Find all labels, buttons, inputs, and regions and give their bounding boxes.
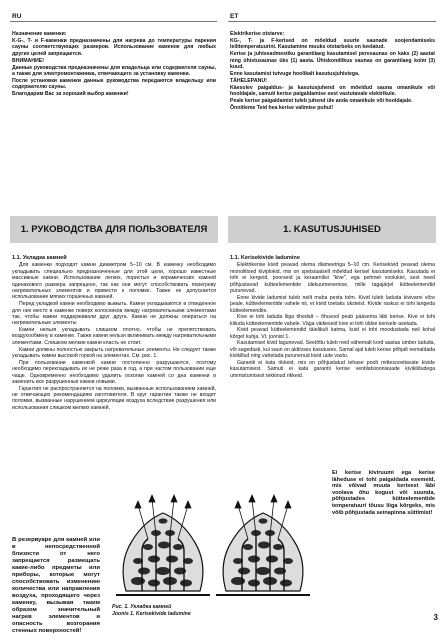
heater-stones-left: [116, 495, 210, 595]
paragraph: Peale kerise paigaldamist tuleb juhend üle anda omanikule või hooldajale.: [230, 98, 413, 105]
paragraph: KG-, T- ja F-kerised on mõeldud suurte saunade soojendamiseks leilitemperatuurini. Kasutamine muuks otstarbeks on keelatud.: [230, 37, 435, 51]
figure-caption-ru: Рис. 1. Укладка камней: [112, 604, 172, 610]
paragraph: Enne kivide ladumist tuleb neilt maha pesta tolm. Kivid tuleb laduda kivivarni võre peale, kütteelementide vahele nii, et kivid toetaks üksteist. Kivide raskus ei tohi langeda kütteelemendile.: [230, 294, 435, 314]
et-section-title: 1. KASUTUSJUHISED: [228, 216, 436, 243]
paragraph: Для каменки подходят камни диаметром 5–10 см. В каменку необходимо укладывать специально предназначенные для этой цели, хорошо известные массивные камни. Использование легких, пористых и керамических камней одинакового размера запрещено, так как они могут способствовать перегреву нагревательных элементов и привести к поломке. Также не допускается использование мягких горшечных камней.: [12, 262, 216, 301]
paragraph: Перед укладкой камни необходимо вымыть. Камни укладываются в отведенное для них место в каменке поверх колосников между нагревательными элементами так, чтобы камни поддерживали друг друга. Камни не должны опираться на нагревательные элементы: [12, 301, 216, 327]
paragraph: Käesolev paigaldus- ja kasutusjuhend on mõeldud sauna omanikule või hooldajale, samuti kerise paigaldamise eest vastutavale elektrikule.: [230, 84, 435, 98]
paragraph: Elektrikerise kivid peavad olema diameetriga 5–10 cm. Kerisekivid peavad olema monoliitsed kiviplokid, mis on spetsiaalselt mõeldud kerisel kasutamiseks. Kasutada ei tohi ei kergeid, poorseid ja keraamilisi "kive", ega pehmet voolukivi, sest need põhjustavad kütteelementide ülekuumenemise, mille tagajärjel kütteelemendid purunevad.: [230, 262, 435, 295]
paragraph: Kive ei tohi laduda liiga tihedalt – õhuvool peab pääsema läbi kerise. Kive ei tohi kiiluda kütteelementide vahele. Väga väikeseid kive ei tohi üldse kerisele asetada.: [230, 314, 435, 327]
paragraph: Благодарим Вас за хороший выбор каменки!: [12, 91, 129, 98]
paragraph: После установки каменки данные руководства передаются владельцу или содержателю сауны.: [12, 77, 216, 91]
paragraph: Назначение каменки:: [12, 31, 67, 37]
paragraph: Garantii ei kata rikkeid, mis on põhjustatud tehase poolt mittesoovitavate kivide kasutamisest. Samuti ei kata garantii kerise ventilatsiooniavade kivikildudega ummistumisest tekkinud rikkeid.: [230, 359, 435, 379]
language-tag-ru: RU: [12, 13, 22, 20]
paragraph: Õnnitleme Teid hea kerise valimise puhul!: [230, 104, 334, 111]
paragraph: TÄHELEPANU!: [230, 77, 267, 84]
paragraph: Kivid peavad kütteelemendid täielikult katma, kuid ei tohi moodustada neil kohal kõrget kuhja. Vt. joonist 1.: [230, 327, 435, 340]
et-intro-text: [230, 31, 435, 112]
paragraph: K-G-, T- и F-каменки предназначены для нагрева до температуры парения сауны соответствующих размеров. Использование каменок для любых других целей запрещается.: [12, 37, 216, 57]
paragraph: Камни нельзя укладывать слишком плотно, чтобы не препятствовать воздухообмену в каменке. Также камни нельзя вклинивать между нагревательными элементами. Слишком мелкие камни класть не стоит.: [12, 327, 216, 346]
paragraph: Kasutamisel kivid lagunevad. Seetõttu tuleb neid vähemalt kord aastas ümber laduda, või sagedasti, kui saun on aktiivses kasutuses. Samal ajal tuleb kerise põhjalt eemaldada kivikillud ning vahetada purunenud kivid uute vastu.: [230, 340, 435, 360]
paragraph: Elektrikerise otstarve:: [230, 31, 285, 37]
paragraph: ВНИМАНИЕ!: [12, 57, 44, 64]
ru-intro-text: [12, 31, 216, 98]
heater-stones-right: [216, 495, 310, 595]
paragraph: Kerise ja juhtseadmestiku garantiiaeg kasutamisel peresaunas on kaks (2) aastat ning ühistusaunas üks (1) aasta. Ühiskondlikus saunas on garantiiaeg kolm (3) kuud.: [230, 51, 435, 71]
paragraph: Данные руководства предназначены для владельца или содержателя сауны, а также для электромонтажника, отвечающего за установку каменки.: [12, 64, 216, 77]
figure-caption-et: Joonis 1. Kerisekivide ladumine: [112, 611, 191, 617]
paragraph: При пользовании каменкой камни постепенно разрушаются, поэтому необходимо перекладывать их не реже раза в год, а при частом пользовании еще чаще. Одновременно необходимо удалить осколки камней со дна каменки и заменить все разрушенные камни новыми.: [12, 359, 216, 385]
ru-warning: В резервуаре для камней или в непосредственной близости от него запрещается размещать какие-либо предметы или приборы, которые могут способствовать изменению количества или направления воздуха, проходящего через каменку, вызывая таким образом значительный нагрев элементов и опасность возгорания стенных поверхностей!: [12, 537, 100, 634]
language-tag-et: ET: [230, 13, 239, 20]
ru-subsection-title: 1.1. Укладка камней: [12, 255, 67, 261]
paragraph: Enne kasutamist tutvuge hoolikalt kasutusjuhistega.: [230, 70, 360, 77]
paragraph: Гарантия не распространяется на поломки, вызванные использованием камней, не отвечающих рекомендациям изготовителя. В круг гарантии также не входят поломки, вызванные нарушением циркуляции воздуха вследствие разрушения или использования слишком мелких камней.: [12, 385, 216, 411]
ru-body: [12, 253, 216, 412]
header-divider-ru: [10, 21, 217, 22]
et-body: [230, 253, 435, 380]
ru-section-title: 1. РУКОВОДСТВА ДЛЯ ПОЛЬЗОВАТЕЛЯ: [10, 216, 218, 243]
stone-stacking-figure: [108, 493, 326, 601]
paragraph: Камни должны полностью закрыть нагревательные элементы. Не следует также укладывать камни высокой горкой на элементах. См. рис. 1.: [12, 346, 216, 359]
et-subsection-title: 1.1. Kerisekivide ladumine: [230, 255, 300, 261]
page-number: 3: [433, 613, 438, 622]
header-divider-et: [228, 21, 436, 22]
et-warning: Ei kerise kiviruumi ega kerise läheduse ei tohi paigaldada esemeid, mis võivad muuta kerisest läbi voolava õhu kogust või suunda, põhjustades kütteelementide temperatuuri tõusu liiga kõrgeks, mis võib põhjustada seinapinna süttimist!: [332, 470, 435, 516]
